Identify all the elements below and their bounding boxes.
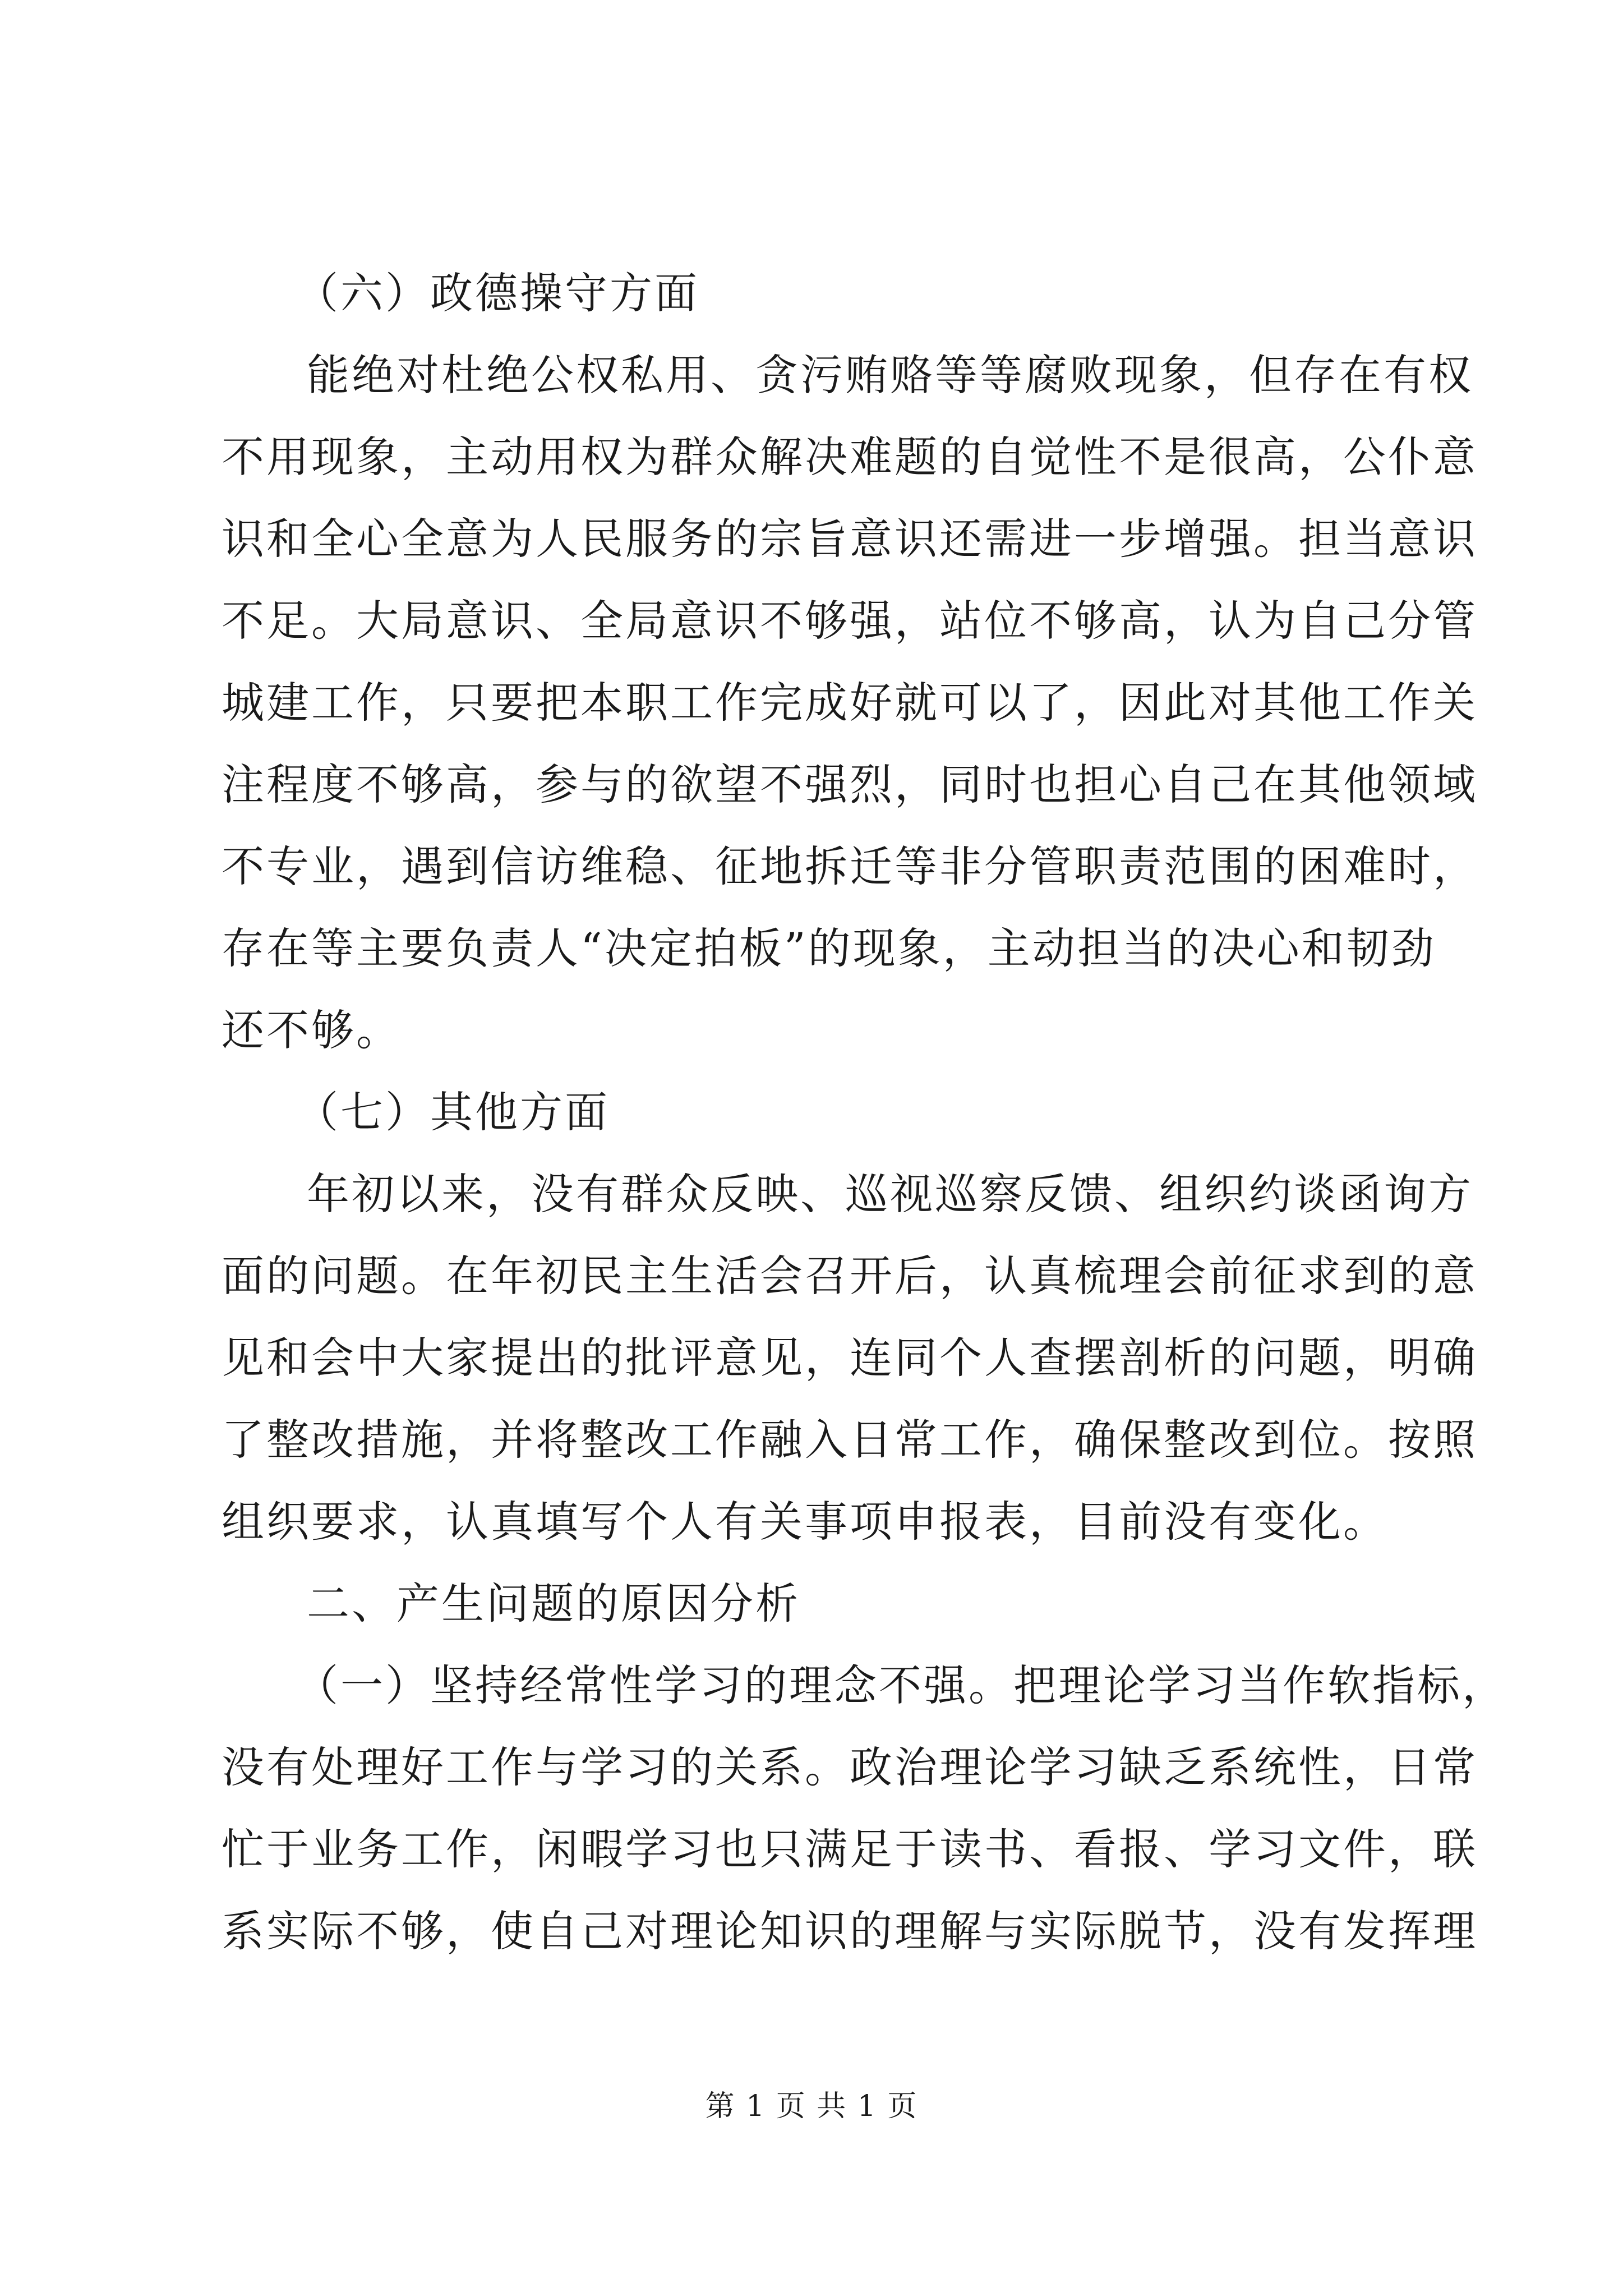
paragraph-line: 年初以来，没有群众反映、巡视巡察反馈、组织约谈函询方: [307, 1169, 1473, 1219]
paragraph-line: 没有处理好工作与学习的关系。政治理论学习缺乏系统性，日常: [222, 1742, 1478, 1792]
paragraph-line: 了整改措施，并将整改工作融入日常工作，确保整改到位。按照: [222, 1415, 1478, 1465]
paragraph-line: 组织要求，认真填写个人有关事项申报表，目前没有变化。: [222, 1497, 1388, 1547]
chapter-heading-two: 二、产生问题的原因分析: [307, 1579, 800, 1628]
paragraph-line: 识和全心全意为人民服务的宗旨意识还需进一步增强。担当意识: [222, 514, 1478, 564]
page-footer: 第 1 页 共 1 页: [705, 2090, 918, 2123]
paragraph-line: 见和会中大家提出的批评意见，连同个人查摆剖析的问题，明确: [222, 1333, 1478, 1383]
paragraph-line: 不足。大局意识、全局意识不够强，站位不够高，认为自己分管: [222, 596, 1478, 646]
paragraph-line: 城建工作，只要把本职工作完成好就可以了，因此对其他工作关: [222, 678, 1478, 728]
document-body: [222, 252, 1507, 1972]
section-heading-six: （六）政德操守方面: [296, 268, 699, 318]
paragraph-line: （一）坚持经常性学习的理念不强。把理论学习当作软指标，: [296, 1660, 1507, 1710]
paragraph-line: 存在等主要负责人“决定拍板”的现象，主动担当的决心和韧劲: [222, 923, 1436, 973]
paragraph-line: 能绝对杜绝公权私用、贪污贿赂等等腐败现象，但存在有权: [307, 350, 1473, 400]
paragraph-line: 不专业，遇到信访维稳、征地拆迁等非分管职责范围的困难时，: [222, 841, 1478, 891]
paragraph-line: 不用现象，主动用权为群众解决难题的自觉性不是很高，公仆意: [222, 432, 1478, 482]
paragraph-line: 系实际不够，使自己对理论知识的理解与实际脱节，没有发挥理: [222, 1906, 1478, 1956]
paragraph-line: 面的问题。在年初民主生活会召开后，认真梳理会前征求到的意: [222, 1251, 1478, 1301]
section-heading-seven: （七）其他方面: [296, 1087, 610, 1137]
paragraph-line: 注程度不够高，参与的欲望不强烈，同时也担心自己在其他领域: [222, 760, 1478, 809]
paragraph-line: 忙于业务工作，闲暇学习也只满足于读书、看报、学习文件，联: [222, 1824, 1478, 1874]
paragraph-line: 还不够。: [222, 1005, 401, 1055]
